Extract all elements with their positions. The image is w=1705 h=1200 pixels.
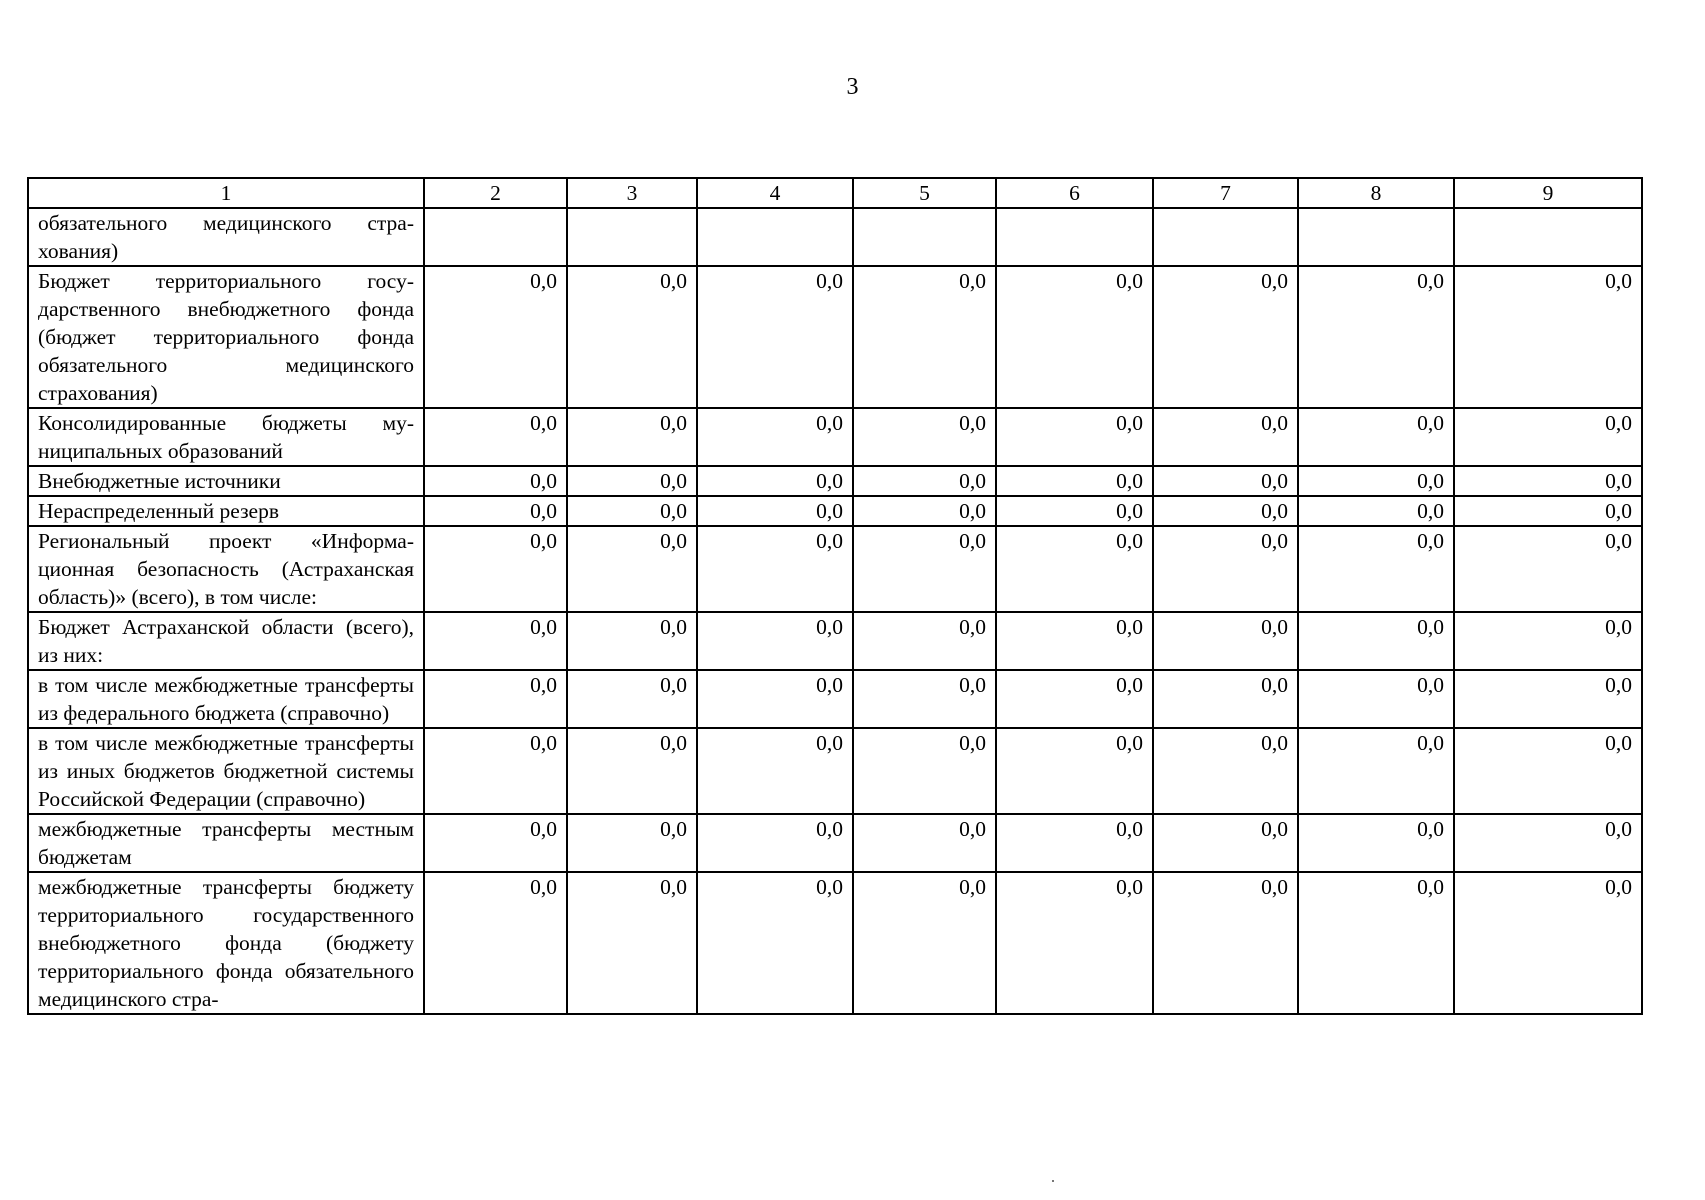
column-header-2: 2 [424,178,567,208]
value-cell: 0,0 [996,496,1153,526]
row-label: межбюджетные трансферты бюджету территориального государственного внебюджетного фонда (бюджету территориального фонда обязательного медицинского стра- [28,872,424,1014]
value-cell: 0,0 [697,526,853,612]
value-cell: 0,0 [853,266,996,408]
value-cell: 0,0 [1153,814,1298,872]
value-cell: 0,0 [996,872,1153,1014]
value-cell: 0,0 [567,496,697,526]
value-cell: 0,0 [1454,814,1642,872]
column-header-7: 7 [1153,178,1298,208]
value-cell: 0,0 [567,612,697,670]
value-cell: 0,0 [1153,670,1298,728]
value-cell [567,208,697,266]
value-cell: 0,0 [1298,526,1454,612]
value-cell: 0,0 [1153,408,1298,466]
value-cell: 0,0 [424,408,567,466]
value-cell: 0,0 [1298,814,1454,872]
row-label: в том числе межбюджетные трансферты из иных бюджетов бюджетной системы Российской Федерации (справочно) [28,728,424,814]
table-row [28,208,1642,266]
value-cell: 0,0 [1153,466,1298,496]
value-cell: 0,0 [697,466,853,496]
table-row [28,466,1642,496]
value-cell: 0,0 [697,408,853,466]
value-cell: 0,0 [996,266,1153,408]
value-cell: 0,0 [853,408,996,466]
value-cell [1454,208,1642,266]
column-header-5: 5 [853,178,996,208]
value-cell: 0,0 [1298,612,1454,670]
value-cell: 0,0 [424,872,567,1014]
value-cell: 0,0 [996,814,1153,872]
value-cell: 0,0 [567,728,697,814]
table-row [28,612,1642,670]
value-cell [424,208,567,266]
table-row [28,266,1642,408]
value-cell: 0,0 [1153,526,1298,612]
value-cell: 0,0 [1298,408,1454,466]
value-cell: 0,0 [853,466,996,496]
table-row [28,408,1642,466]
value-cell: 0,0 [1454,496,1642,526]
value-cell: 0,0 [697,496,853,526]
value-cell: 0,0 [697,612,853,670]
column-header-3: 3 [567,178,697,208]
row-label: Внебюджетные источники [28,466,424,496]
table-row [28,526,1642,612]
value-cell: 0,0 [567,814,697,872]
row-label: обязательного медицинского страхования) [28,208,424,266]
value-cell: 0,0 [853,612,996,670]
table-row [28,814,1642,872]
value-cell: 0,0 [424,466,567,496]
value-cell: 0,0 [1153,872,1298,1014]
value-cell: 0,0 [1454,466,1642,496]
value-cell: 0,0 [697,266,853,408]
value-cell: 0,0 [1153,496,1298,526]
value-cell: 0,0 [853,814,996,872]
value-cell: 0,0 [853,728,996,814]
column-header-8: 8 [1298,178,1454,208]
value-cell [996,208,1153,266]
value-cell [853,208,996,266]
value-cell: 0,0 [567,670,697,728]
value-cell [1153,208,1298,266]
value-cell: 0,0 [853,670,996,728]
budget-table [27,177,1643,1015]
value-cell: 0,0 [424,612,567,670]
value-cell: 0,0 [1454,526,1642,612]
value-cell: 0,0 [1298,496,1454,526]
value-cell: 0,0 [996,466,1153,496]
value-cell: 0,0 [424,266,567,408]
value-cell: 0,0 [697,728,853,814]
value-cell: 0,0 [996,728,1153,814]
value-cell: 0,0 [853,872,996,1014]
value-cell: 0,0 [1454,266,1642,408]
value-cell: 0,0 [1454,612,1642,670]
value-cell [1298,208,1454,266]
page-number: 3 [846,74,859,100]
value-cell: 0,0 [1153,728,1298,814]
value-cell: 0,0 [996,408,1153,466]
value-cell: 0,0 [424,496,567,526]
value-cell: 0,0 [697,814,853,872]
value-cell: 0,0 [1298,670,1454,728]
value-cell: 0,0 [1454,670,1642,728]
row-label: Бюджет территориального государственного внебюджетного фонда (бюджет территориального фонда обязательного медицинского страхования) [28,266,424,408]
value-cell: 0,0 [697,872,853,1014]
value-cell: 0,0 [996,670,1153,728]
value-cell: 0,0 [1454,728,1642,814]
value-cell: 0,0 [424,526,567,612]
row-label: Нераспределенный резерв [28,496,424,526]
value-cell: 0,0 [996,612,1153,670]
value-cell: 0,0 [1298,728,1454,814]
table-body [28,208,1642,1014]
value-cell: 0,0 [567,526,697,612]
scan-artifact [1052,1180,1054,1182]
value-cell: 0,0 [567,872,697,1014]
value-cell: 0,0 [1153,612,1298,670]
row-label: Консолидированные бюджеты муниципальных образований [28,408,424,466]
value-cell: 0,0 [853,496,996,526]
row-label: межбюджетные трансферты местным бюджетам [28,814,424,872]
row-label: Региональный проект «Информационная безопасность (Астраханская область)» (всего), в том числе: [28,526,424,612]
column-header-6: 6 [996,178,1153,208]
row-label: в том числе межбюджетные трансферты из федерального бюджета (справочно) [28,670,424,728]
column-header-4: 4 [697,178,853,208]
row-label: Бюджет Астраханской области (всего), из них: [28,612,424,670]
value-cell: 0,0 [1153,266,1298,408]
value-cell: 0,0 [424,670,567,728]
value-cell: 0,0 [1454,872,1642,1014]
column-header-9: 9 [1454,178,1642,208]
value-cell: 0,0 [424,728,567,814]
value-cell: 0,0 [1454,408,1642,466]
table-row [28,670,1642,728]
value-cell: 0,0 [1298,266,1454,408]
value-cell: 0,0 [424,814,567,872]
value-cell: 0,0 [996,526,1153,612]
table-row [28,496,1642,526]
value-cell: 0,0 [567,266,697,408]
value-cell: 0,0 [567,466,697,496]
column-header-1: 1 [28,178,424,208]
value-cell: 0,0 [1298,872,1454,1014]
value-cell: 0,0 [1298,466,1454,496]
value-cell: 0,0 [853,526,996,612]
value-cell: 0,0 [697,670,853,728]
table-row [28,872,1642,1014]
table-row [28,728,1642,814]
header-row [28,178,1642,208]
value-cell: 0,0 [567,408,697,466]
value-cell [697,208,853,266]
